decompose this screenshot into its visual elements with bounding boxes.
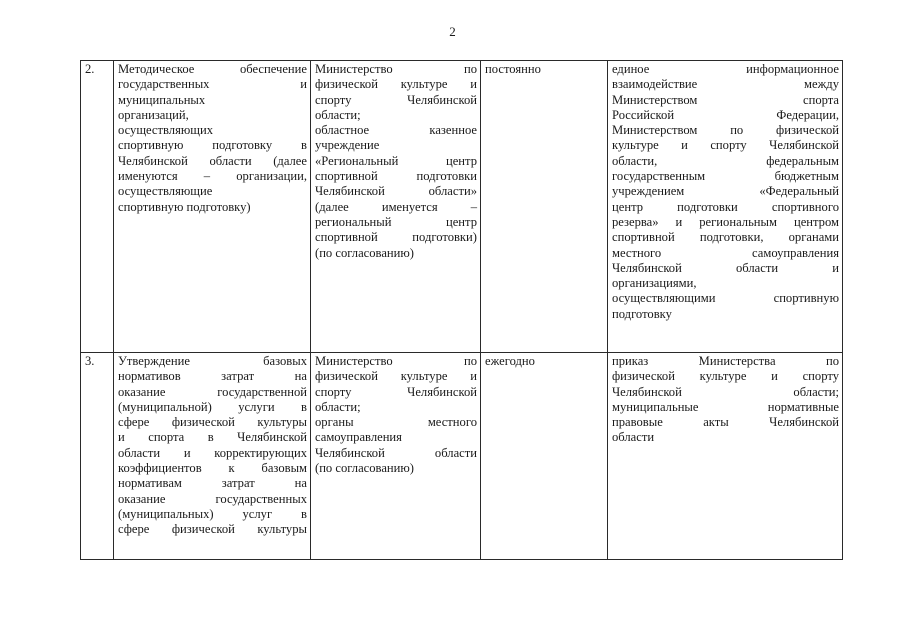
cell-text-line: подготовку bbox=[612, 306, 672, 321]
cell-text-line: приказ Министерства по bbox=[612, 354, 839, 368]
term-cell: ежегодно bbox=[481, 353, 608, 560]
cell-text-line: оказание государственных bbox=[118, 491, 307, 506]
cell-text-line: организаций, bbox=[118, 107, 189, 122]
cell-text-line: области; bbox=[315, 107, 361, 122]
cell-text-line: нормативам затрат на bbox=[118, 476, 307, 491]
cell-text-line: Челябинской области; bbox=[612, 384, 839, 399]
cell-text-line: культуре и спорту Челябинской bbox=[612, 138, 839, 153]
cell-text-line: Российской Федерации, bbox=[612, 107, 839, 122]
cell-text-line: (далее именуется – bbox=[315, 199, 477, 214]
cell-text-line: сфере физической культуры bbox=[118, 522, 307, 537]
cell-text-line: физической культуре и спорту bbox=[612, 369, 839, 384]
cell-text-line: области bbox=[612, 430, 655, 445]
cell-text-line: Министерство по bbox=[315, 62, 477, 76]
cell-text-line: Министерством по физической bbox=[612, 123, 839, 138]
cell-text-line: спортивную подготовку в bbox=[118, 138, 307, 153]
cell-text-line: областное казенное bbox=[315, 123, 477, 138]
cell-text-line: осуществляющих bbox=[118, 123, 214, 138]
cell-text-line: и спорта в Челябинской bbox=[118, 430, 307, 445]
cell-text-line: Министерством спорта bbox=[612, 92, 839, 107]
cell-text-line: Челябинской области (далее bbox=[118, 153, 307, 168]
cell-text-line: государственных и bbox=[118, 77, 307, 92]
cell-text-line: спортивной подготовки bbox=[315, 169, 477, 184]
cell-text-line: Методическое обеспечение bbox=[118, 62, 307, 76]
event-cell bbox=[114, 61, 311, 353]
cell-text-line: (муниципальной) услуги в bbox=[118, 399, 307, 414]
cell-text-line: региональный центр bbox=[315, 214, 477, 229]
page-number: 2 bbox=[449, 24, 456, 39]
result-cell bbox=[608, 353, 843, 560]
cell-text-line: Министерство по bbox=[315, 354, 477, 368]
cell-text-line: коэффициентов к базовым bbox=[118, 461, 307, 476]
event-cell bbox=[114, 353, 311, 560]
cell-text-line: осуществляющими спортивную bbox=[612, 291, 839, 306]
cell-text-line: спорту Челябинской bbox=[315, 384, 477, 399]
cell-text-line: именуются – организации, bbox=[118, 169, 307, 184]
cell-text-line: физической культуре и bbox=[315, 369, 477, 384]
cell-text-line: Челябинской области и bbox=[612, 260, 839, 275]
cell-text-line: муниципальные нормативные bbox=[612, 399, 839, 414]
row-number: 2. bbox=[81, 61, 114, 353]
cell-text-line: организациями, bbox=[612, 276, 697, 291]
cell-text-line: (по согласованию) bbox=[315, 245, 415, 260]
cell-text-line: (по согласованию) bbox=[315, 461, 415, 476]
row-number: 3. bbox=[81, 353, 114, 560]
cell-text-line: спортивную подготовку) bbox=[118, 199, 251, 214]
cell-text-line: взаимодействие между bbox=[612, 77, 839, 92]
cell-text-line: области, федеральным bbox=[612, 153, 839, 168]
cell-text-line: учреждением «Федеральный bbox=[612, 184, 839, 199]
cell-text-line: области и корректирующих bbox=[118, 445, 307, 460]
cell-text-line: правовые акты Челябинской bbox=[612, 415, 839, 430]
cell-text-line: Челябинской области bbox=[315, 445, 477, 460]
plan-table bbox=[80, 60, 843, 560]
table-row bbox=[81, 353, 843, 560]
cell-text-line: Утверждение базовых bbox=[118, 354, 307, 368]
cell-text-line: спорту Челябинской bbox=[315, 92, 477, 107]
cell-text-line: органы местного bbox=[315, 415, 477, 430]
term-cell: постоянно bbox=[481, 61, 608, 353]
cell-text-line: центр подготовки спортивного bbox=[612, 199, 839, 214]
cell-text-line: единое информационное bbox=[612, 62, 839, 76]
cell-text-line: государственным бюджетным bbox=[612, 169, 839, 184]
responsible-cell bbox=[311, 353, 481, 560]
cell-text-line: самоуправления bbox=[315, 430, 402, 445]
cell-text-line: резерва» и региональным центром bbox=[612, 214, 839, 229]
cell-text-line: спортивной подготовки, органами bbox=[612, 230, 839, 245]
table-row bbox=[81, 61, 843, 353]
cell-text-line: физической культуре и bbox=[315, 77, 477, 92]
cell-text-line: оказание государственной bbox=[118, 384, 307, 399]
cell-text-line: «Региональный центр bbox=[315, 153, 477, 168]
cell-text-line: местного самоуправления bbox=[612, 245, 839, 260]
cell-text-line: Челябинской области» bbox=[315, 184, 477, 199]
cell-text-line: муниципальных bbox=[118, 92, 206, 107]
result-cell bbox=[608, 61, 843, 353]
cell-text-line: спортивной подготовки) bbox=[315, 230, 477, 245]
responsible-cell bbox=[311, 61, 481, 353]
cell-text-line: сфере физической культуры bbox=[118, 415, 307, 430]
cell-text-line: нормативов затрат на bbox=[118, 369, 307, 384]
cell-text-line: области; bbox=[315, 399, 361, 414]
cell-text-line: осуществляющие bbox=[118, 184, 213, 199]
cell-text-line: учреждение bbox=[315, 138, 380, 153]
cell-text-line: (муниципальных) услуг в bbox=[118, 506, 307, 521]
